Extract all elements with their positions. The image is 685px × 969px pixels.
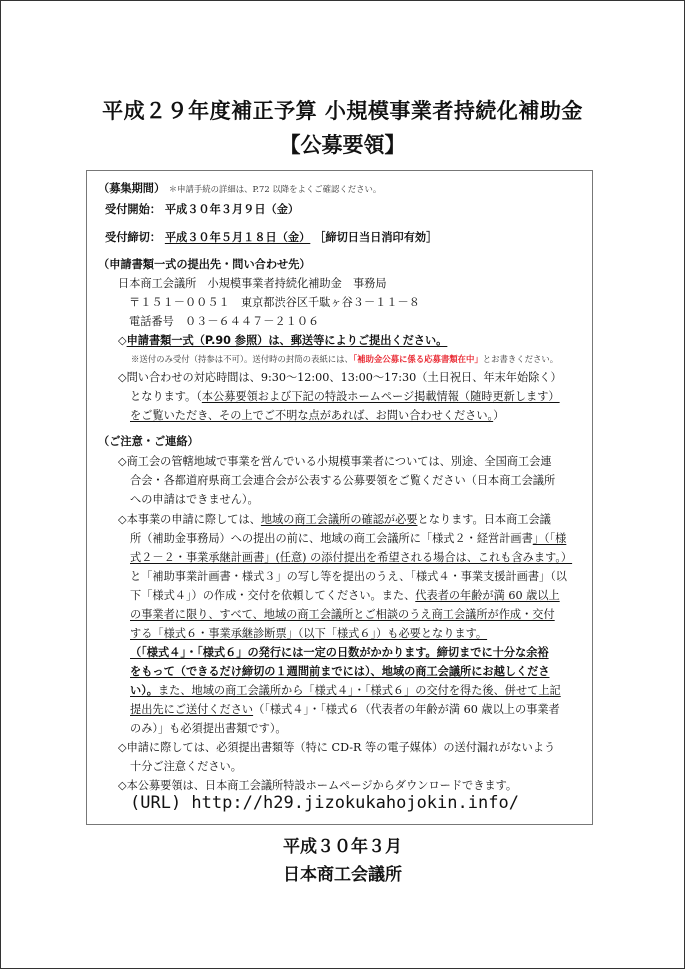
end-row	[105, 231, 437, 245]
note2-line3: 式２－２・事業承継計画書」(任意) の添付提出を希望される場合は、これも含みます。）	[130, 551, 573, 564]
period-section	[98, 182, 381, 196]
note2-text-b: となります。日本商工会議	[417, 513, 551, 526]
note2-line5-text: 下「様式４」）の作成・交付を依頼してください。また、	[130, 589, 416, 602]
note3-line4	[130, 703, 560, 717]
note2-line2-text: 所（補助金事務局）への提出の前に、地域の商工会議所に「様式２・経営計画書	[130, 532, 533, 545]
hours-line2	[130, 390, 560, 404]
note3-line3	[130, 684, 561, 698]
mail-note-red: 「補助金公募に係る応募書類在中」	[352, 354, 483, 364]
hours-underlined-1: 本公募要領および下記の特設ホームページ掲載情報（随時更新します）	[201, 390, 560, 403]
download-url-link[interactable]: (URL) http://h29.jizokukahojokin.info/	[130, 793, 519, 813]
end-label: 受付締切：	[105, 231, 161, 244]
note2-line5	[130, 589, 560, 603]
mail-note	[131, 352, 558, 366]
mail-note-prefix: ※送付のみ受付（持参は不可）。送付時の封筒の表紙には、	[131, 354, 353, 364]
note4-line2: 十分ご注意ください。	[130, 760, 242, 773]
contact-heading: （申請書類一式の提出先・問い合わせ先）	[98, 258, 311, 271]
note1-line3: への申請はできません）。	[130, 493, 259, 506]
note2-line1	[118, 513, 551, 527]
hours-underlined-2: をご覧いただき、その上でご不明な点があれば、お問い合わせください。	[130, 409, 494, 422]
note1-line2: 合会・各都道府県商工会連合会が公表する公募要領をご覧ください（日本商工会議所	[130, 474, 556, 487]
end-note: ［締切日当日消印有効］	[314, 231, 438, 244]
note2-line7: する「様式６・事業承継診断票」（以下「様式６」）も必要となります。	[130, 627, 488, 640]
hours-suffix: ）	[493, 409, 505, 422]
note1-line1: ◇商工会の管轄地域で事業を営んでいる小規模事業者については、別途、全国商工会連	[118, 455, 552, 468]
submit-instruction	[118, 334, 447, 348]
note2-line2-underlined: 」（「様	[532, 532, 567, 545]
note3-line3-underlined: また、地域の商工会議所から「様式４」・「様式６」の交付を得た後、併せて上記	[157, 684, 561, 697]
note2-line6: の事業者に限り、すべて、地域の商工会議所とご相談のうえ商工会議所が作成・交付	[130, 608, 555, 621]
footer-org: 日本商工会議所	[283, 865, 402, 885]
document-subtitle: 【公募要領】	[279, 133, 406, 157]
document-title: 平成２９年度補正予算 小規模事業者持続化補助金	[102, 99, 583, 123]
contact-org: 日本商工会議所 小規模事業者持続化補助金 事務局	[118, 277, 387, 290]
contact-phone: 電話番号 ０３－６４４７－２１０６	[129, 315, 320, 328]
note3-line4-text: （「様式４」・「様式６（代表者の年齢が満 60 歳以上の事業者	[253, 703, 560, 716]
note3-line3-bold: い）。	[130, 684, 158, 697]
start-value: 平成３０年３月９日（金）	[164, 203, 300, 216]
note2-line4: と「補助事業計画書・様式３」の写し等を提出のうえ、「様式４・事業支援計画書」（以	[130, 570, 567, 583]
note4-line1: ◇申請に際しては、必須提出書類等（特に CD-R 等の電子媒体）の送付漏れがないよう	[118, 741, 556, 754]
note3-line1: （「様式４」・「様式６」の発行には一定の日数がかかります。締切までに十分な余裕	[130, 646, 549, 659]
note5-line1: ◇本公募要領は、日本商工会議所特設ホームページからダウンロードできます。	[118, 779, 518, 792]
note2-underlined: 地域の商工会議所の確認が必要	[260, 513, 418, 526]
note3-line2: をもって（できるだけ締切の１週間前までには）、地域の商工会議所にお越しくださ	[130, 665, 550, 678]
note2-line2	[130, 532, 566, 546]
diamond-bullet-icon: ◇	[118, 334, 127, 347]
start-label: 受付開始：	[105, 203, 161, 216]
end-value: 平成３０年５月１８日（金）	[164, 231, 311, 244]
period-note: ＊申請手続の詳細は、P.72 以降をよくご確認ください。	[168, 184, 382, 194]
footer-date: 平成３０年３月	[283, 837, 402, 857]
notes-heading: （ご注意・ご連絡）	[98, 435, 199, 448]
hours-line3	[130, 409, 504, 423]
note2-text-a: ◇本事業の申請に際しては、	[118, 513, 261, 526]
note3-line5: のみ）」も必須提出書類です）。	[130, 722, 287, 735]
mail-note-suffix: とお書きください。	[482, 354, 559, 364]
start-row	[105, 203, 299, 217]
note2-line5-underlined: 代表者の年齢が満 60 歳以上	[415, 589, 560, 602]
contact-address: 〒１５１－００５１ 東京都渋谷区千駄ヶ谷３－１１－８	[129, 296, 420, 309]
hours-line1: ◇問い合わせの対応時間は、9:30～12:00、13:00～17:30（土日祝日、年末年始除く）	[118, 371, 562, 384]
note3-line4-underlined: 提出先にご送付ください	[130, 703, 254, 716]
hours-prefix: となります。（	[130, 390, 202, 403]
submit-text: 申請書類一式（P.90 参照）は、郵送等によりご提出ください。	[126, 334, 448, 347]
period-heading: （募集期間）	[98, 182, 166, 195]
